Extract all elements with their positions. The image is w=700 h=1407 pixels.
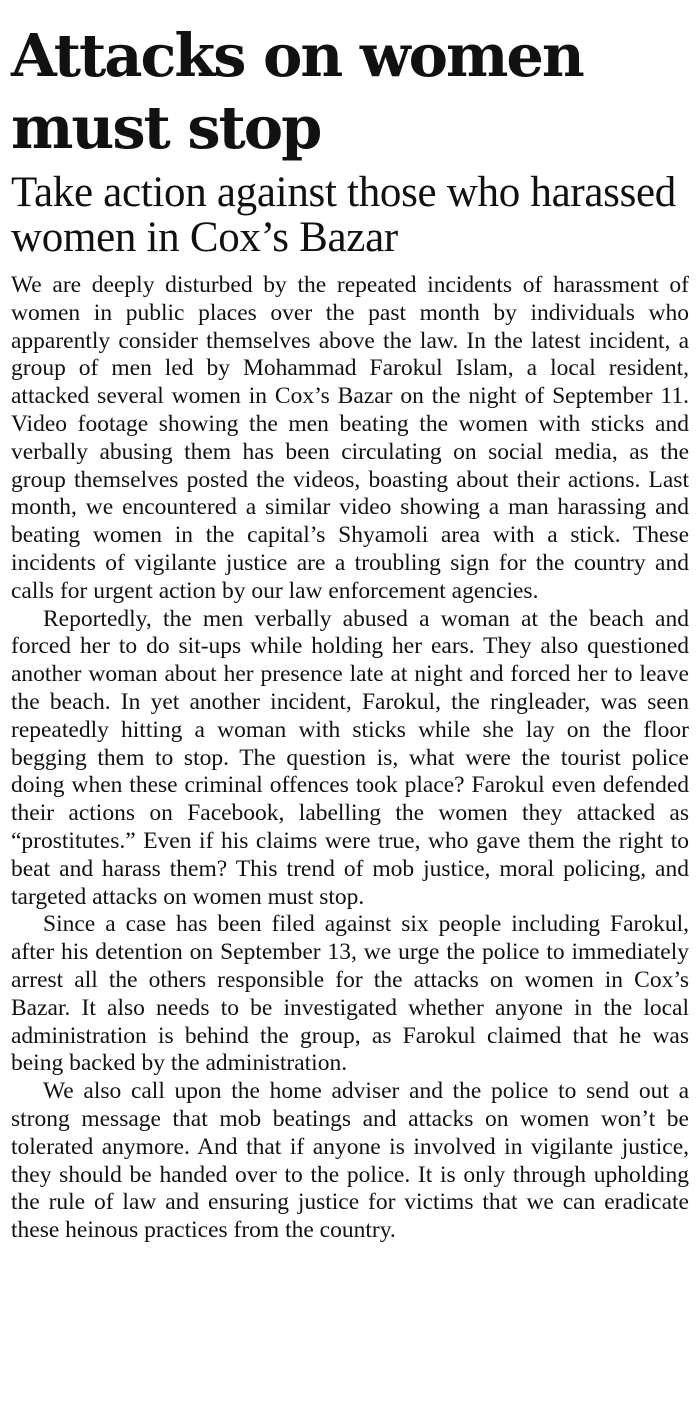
headline: Attacks on women must stop	[11, 21, 583, 162]
editorial-article	[11, 20, 689, 1245]
paragraph-3: Since a case has been filed against six people including Farokul, after his detention on September 13, we urge the police to immediately arrest all the others responsible for the attacks on women in Cox’s Bazar. It also needs to be investigated whether anyone in the local administration is behind the group, as Farokul claimed that he was being backed by the administration.	[11, 911, 689, 1077]
article-body	[11, 272, 689, 1245]
paragraph-1: We are deeply disturbed by the repeated incidents of harassment of women in public places over the past month by individuals who apparently consider themselves above the law. In the latest incident, a group of men led by Mohammad Farokul Islam, a local resident, attacked several women in Cox’s Bazar on the night of September 11. Video footage showing the men beating the women with sticks and verbally abusing them has been circulating on social media, as the group themselves posted the videos, boasting about their actions. Last month, we encountered a similar video showing a man harassing and beating women in the capital’s Shyamoli area with a stick. These incidents of vigilante justice are a troubling sign for the country and calls for urgent action by our law enforcement agencies.	[11, 272, 689, 604]
paragraph-4: We also call upon the home adviser and the police to send out a strong message that mob beatings and attacks on women won’t be tolerated anymore. And that if anyone is involved in vigilante justice, they should be handed over to the police. It is only through upholding the rule of law and ensuring justice for victims that we can eradicate these heinous practices from the country.	[11, 1078, 689, 1244]
paragraph-2: Reportedly, the men verbally abused a woman at the beach and forced her to do sit-ups while holding her ears. They also questioned another woman about her presence late at night and forced her to leave the beach. In yet another incident, Farokul, the ringleader, was seen repeatedly hitting a woman with sticks while she lay on the floor begging them to stop. The question is, what were the tourist police doing when these criminal offences took place? Farokul even defended their actions on Facebook, labelling the women they attacked as “prostitutes.” Even if his claims were true, who gave them the right to beat and harass them? This trend of mob justice, moral policing, and targeted attacks on women must stop.	[11, 605, 689, 910]
subheadline: Take action against those who harassed women in Cox’s Bazar	[11, 169, 677, 261]
